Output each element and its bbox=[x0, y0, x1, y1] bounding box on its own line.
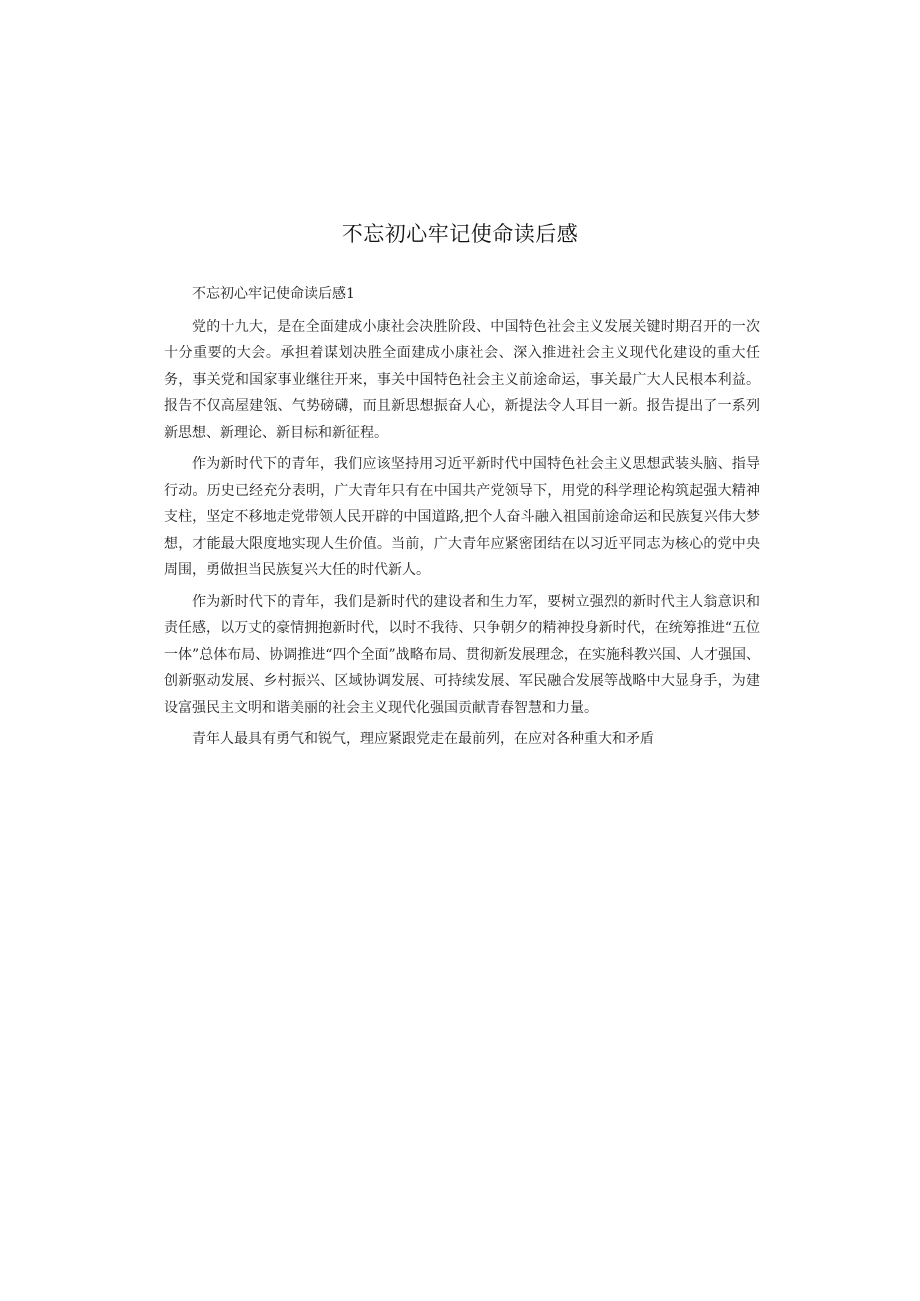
paragraph-1: 党的十九大，是在全面建成小康社会决胜阶段、中国特色社会主义发展关键时期召开的一次十分重要的大会。承担着谋划决胜全面建成小康社会、深入推进社会主义现代化建设的重大任务，事关党和国家事业继往开来，事关中国特色社会主义前途命运，事关最广大人民根本利益。报告不仅高屋建瓴、气势磅礴，而且新思想振奋人心，新提法令人耳目一新。报告提出了一系列新思想、新理论、新目标和新征程。 bbox=[164, 318, 760, 441]
paragraph-4: 青年人最具有勇气和锐气，理应紧跟党走在最前列，在应对各种重大和矛盾 bbox=[192, 731, 654, 747]
section-heading: 不忘初心牢记使命读后感1 bbox=[192, 286, 355, 302]
paragraph-3: 作为新时代下的青年，我们是新时代的建设者和生力军，要树立强烈的新时代主人翁意识和责任感，以万丈的豪情拥抱新时代，以时不我待、只争朝夕的精神投身新时代，在统筹推进“五位一体”总体布局、协调推进“四个全面”战略布局、贯彻新发展理念，在实施科教兴国、人才强国、创新驱动发展、乡村振兴、区域协调发展、可持续发展、军民融合发展等战略中大显身手，为建设富强民主文明和谐美丽的社会主义现代化强国贡献青春智慧和力量。 bbox=[164, 593, 760, 716]
document-title: 不忘初心牢记使命读后感 bbox=[341, 222, 579, 246]
document-body bbox=[164, 281, 760, 758]
paragraph-2: 作为新时代下的青年，我们应该坚持用习近平新时代中国特色社会主义思想武装头脑、指导行动。历史已经充分表明，广大青年只有在中国共产党领导下，用党的科学理论构筑起强大精神支柱，坚定不移地走党带领人民开辟的中国道路,把个人奋斗融入祖国前途命运和民族复兴伟大梦想，才能最大限度地实现人生价值。当前，广大青年应紧密团结在以习近平同志为核心的党中央周围，勇做担当民族复兴大任的时代新人。 bbox=[164, 456, 760, 578]
